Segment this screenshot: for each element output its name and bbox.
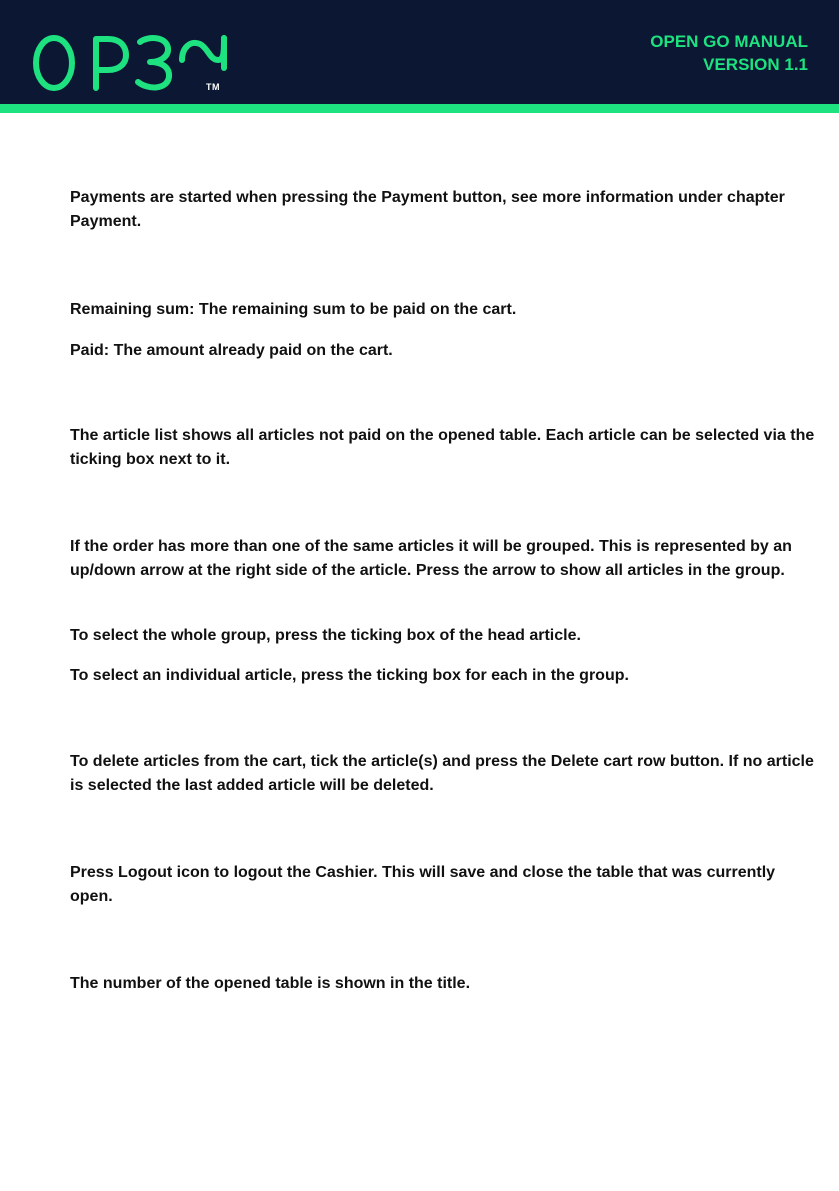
version-label: VERSION 1.1 xyxy=(703,55,808,74)
remaining-sum-term: Remaining sum: xyxy=(70,301,195,318)
header-accent-stripe xyxy=(0,104,839,113)
page-header xyxy=(0,0,839,104)
manual-title: OPEN GO MANUAL xyxy=(650,32,808,51)
paid-term: Paid: xyxy=(70,342,110,359)
open-logo xyxy=(32,30,228,94)
logout-paragraph: Press Logout icon to logout the Cashier. This will save and close the table that was currently open. xyxy=(70,864,776,905)
remaining-sum-paragraph xyxy=(70,298,815,322)
document-meta xyxy=(650,30,808,76)
paid-paragraph xyxy=(70,339,815,363)
table-number-paragraph: The number of the opened table is shown in the title. xyxy=(70,975,471,992)
remaining-sum-description: The remaining sum to be paid on the cart. xyxy=(194,301,517,318)
trademark-mark: TM xyxy=(206,82,220,92)
paid-description: The amount already paid on the cart. xyxy=(109,342,393,359)
select-individual-paragraph: To select an individual article, press the ticking box for each in the group. xyxy=(70,667,629,684)
delete-articles-paragraph: To delete articles from the cart, tick the article(s) and press the Delete cart row button. If no article is selected the last added article will be deleted. xyxy=(70,753,814,794)
select-group-paragraph: To select the whole group, press the ticking box of the head article. xyxy=(70,627,581,644)
payments-paragraph: Payments are started when pressing the Payment button, see more information under chapter Payment. xyxy=(70,189,785,230)
article-list-paragraph: The article list shows all articles not paid on the opened table. Each article can be selected via the ticking box next to it. xyxy=(70,427,815,468)
grouped-articles-paragraph: If the order has more than one of the same articles it will be grouped. This is represented by an up/down arrow at the right side of the article. Press the arrow to show all articles in the group. xyxy=(70,538,792,579)
